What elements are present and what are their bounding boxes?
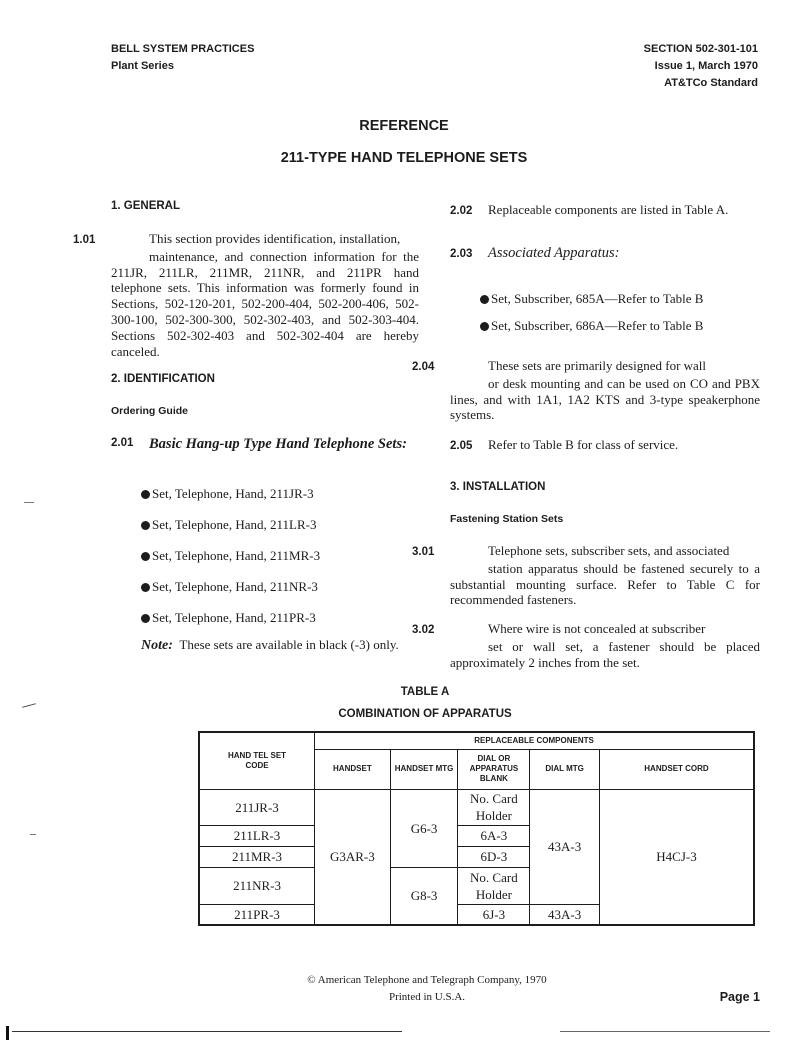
list-item-text: Set, Telephone, Hand, 211LR-3 bbox=[152, 517, 317, 532]
paragraph-text-rest: maintenance, and connection information for the 211JR, 211LR, 211MR, 211NR, and 211PR hand telephone sets. This information was formerly found in Sections, 502-120-201, 502-200-404, 502-200-406, 502-300-100, 502-300-300, 502-302-403, and 502-303-404. Sections 502-302-403 and 502-302-404 are hereby canceled. bbox=[111, 248, 419, 359]
paragraph-title: Basic Hang-up Type Hand Telephone Sets: bbox=[149, 436, 407, 452]
list-item-text: Set, Subscriber, 685A—Refer to Table B bbox=[491, 291, 704, 306]
cell-handset: G3AR-3 bbox=[315, 789, 391, 925]
note bbox=[141, 637, 419, 654]
column-group-header: REPLACEABLE COMPONENTS bbox=[315, 732, 754, 749]
paragraph-2-03 bbox=[450, 244, 760, 262]
paragraph-text-rest: station apparatus should be fastened securely to a substantial mounting surface. Refer to Table C for recommended fasteners. bbox=[450, 560, 760, 608]
column-header-handset: HANDSET bbox=[315, 749, 391, 789]
paragraph-text: These sets are primarily designed for wall bbox=[488, 358, 707, 373]
section-heading-identification: 2. IDENTIFICATION bbox=[111, 373, 215, 385]
paragraph-2-04 bbox=[412, 358, 760, 423]
cell-code: 211MR-3 bbox=[199, 846, 315, 867]
bullet-icon bbox=[480, 322, 489, 331]
paragraph-2-05 bbox=[450, 437, 760, 455]
scan-line bbox=[560, 1031, 770, 1032]
paragraph-2-01 bbox=[111, 436, 421, 452]
cell-code: 211PR-3 bbox=[199, 904, 315, 925]
cell-handset-mtg: G6-3 bbox=[390, 789, 458, 867]
paragraph-number: 2.01 bbox=[111, 437, 134, 449]
bullet-icon bbox=[141, 490, 150, 499]
list-item bbox=[141, 486, 314, 502]
cell-dial: No. Card Holder bbox=[458, 867, 530, 904]
section-heading-general: 1. GENERAL bbox=[111, 200, 181, 212]
paragraph-number: 2.03 bbox=[450, 248, 473, 260]
paragraph-number: 2.04 bbox=[412, 361, 435, 373]
paragraph-number: 3.01 bbox=[412, 546, 435, 558]
cell-code: 211LR-3 bbox=[199, 825, 315, 846]
copyright-line: © American Telephone and Telegraph Company, 1970 bbox=[307, 974, 547, 986]
paragraph-text: Where wire is not concealed at subscriber bbox=[488, 621, 706, 636]
paragraph-text-rest: set or wall set, a fastener should be placed approximately 2 inches from the set. bbox=[450, 638, 760, 670]
cell-dial-mtg: 43A-3 bbox=[530, 904, 600, 925]
paragraph-title: Associated Apparatus: bbox=[488, 245, 620, 261]
section-heading-installation: 3. INSTALLATION bbox=[450, 481, 546, 493]
issue-date: Issue 1, March 1970 bbox=[654, 60, 758, 72]
paragraph-text: Refer to Table B for class of service. bbox=[488, 437, 679, 452]
cell-dial-mtg: 43A-3 bbox=[530, 789, 600, 904]
paragraph-1-01 bbox=[73, 231, 419, 359]
paragraph-number: 3.02 bbox=[412, 624, 435, 636]
page-number: Page 1 bbox=[719, 990, 760, 1004]
bullet-icon bbox=[480, 295, 489, 304]
paragraph-number: 2.05 bbox=[450, 440, 473, 452]
note-label: Note: bbox=[141, 638, 173, 653]
paragraph-text: Replaceable components are listed in Table A. bbox=[488, 202, 729, 217]
cell-dial: 6D-3 bbox=[458, 846, 530, 867]
column-header-cord: HANDSET CORD bbox=[600, 749, 755, 789]
list-item bbox=[141, 579, 318, 595]
scan-mark bbox=[24, 502, 34, 503]
table-row bbox=[199, 789, 754, 825]
paragraph-text-rest: or desk mounting and can be used on CO and PBX lines, and with 1A1, 1A2 KTS and 3-type speakerphone systems. bbox=[450, 375, 760, 423]
list-item-text: Set, Telephone, Hand, 211PR-3 bbox=[152, 610, 316, 625]
column-header-handset-mtg: HANDSET MTG bbox=[390, 749, 458, 789]
list-item-text: Set, Telephone, Hand, 211MR-3 bbox=[152, 548, 321, 563]
bullet-icon bbox=[141, 583, 150, 592]
paragraph-number: 1.01 bbox=[73, 234, 96, 246]
standard-label: AT&TCo Standard bbox=[664, 77, 758, 89]
bullet-icon bbox=[141, 614, 150, 623]
column-header-code: HAND TEL SET CODE bbox=[199, 732, 315, 789]
column-header-dial-mtg: DIAL MTG bbox=[530, 749, 600, 789]
page-title: 211-TYPE HAND TELEPHONE SETS bbox=[280, 150, 528, 166]
list-item-text: Set, Subscriber, 686A—Refer to Table B bbox=[491, 318, 704, 333]
cell-code: 211NR-3 bbox=[199, 867, 315, 904]
scan-mark bbox=[6, 1026, 9, 1040]
bullet-icon bbox=[141, 521, 150, 530]
cell-dial: No. Card Holder bbox=[458, 789, 530, 825]
paragraph-3-02 bbox=[412, 621, 760, 670]
cell-dial: 6J-3 bbox=[458, 904, 530, 925]
paragraph-text: This section provides identification, installation, bbox=[149, 231, 401, 246]
list-item bbox=[480, 291, 703, 307]
scan-mark bbox=[30, 834, 36, 835]
cell-dial: 6A-3 bbox=[458, 825, 530, 846]
cell-code: 211JR-3 bbox=[199, 789, 315, 825]
list-item bbox=[480, 318, 703, 334]
table-title: TABLE A bbox=[400, 686, 450, 698]
printed-line: Printed in U.S.A. bbox=[388, 991, 466, 1003]
note-text: These sets are available in black (-3) only. bbox=[179, 637, 399, 652]
paragraph-3-01 bbox=[412, 543, 760, 608]
running-header-left bbox=[111, 41, 254, 75]
list-item bbox=[141, 548, 320, 564]
series-label: Plant Series bbox=[111, 60, 174, 72]
paragraph-number: 2.02 bbox=[450, 205, 473, 217]
list-item-text: Set, Telephone, Hand, 211JR-3 bbox=[152, 486, 314, 501]
bullet-icon bbox=[141, 552, 150, 561]
table-subtitle: COMBINATION OF APPARATUS bbox=[338, 708, 512, 720]
cell-cord: H4CJ-3 bbox=[600, 789, 755, 925]
paragraph-text: Telephone sets, subscriber sets, and associated bbox=[488, 543, 730, 558]
list-item bbox=[141, 610, 316, 626]
section-number: SECTION 502-301-101 bbox=[643, 43, 758, 55]
practices-label: BELL SYSTEM PRACTICES bbox=[111, 43, 255, 55]
cell-handset-mtg: G8-3 bbox=[390, 867, 458, 925]
list-item-text: Set, Telephone, Hand, 211NR-3 bbox=[152, 579, 318, 594]
subheading-fastening: Fastening Station Sets bbox=[450, 513, 564, 525]
subheading-ordering-guide: Ordering Guide bbox=[111, 405, 189, 417]
running-header-right bbox=[644, 41, 758, 92]
column-header-dial: DIAL OR APPARATUS BLANK bbox=[458, 749, 530, 789]
apparatus-table bbox=[198, 731, 755, 926]
doc-type-title: REFERENCE bbox=[359, 118, 449, 134]
paragraph-2-02 bbox=[450, 202, 760, 220]
scan-line bbox=[12, 1031, 402, 1032]
list-item bbox=[141, 517, 316, 533]
